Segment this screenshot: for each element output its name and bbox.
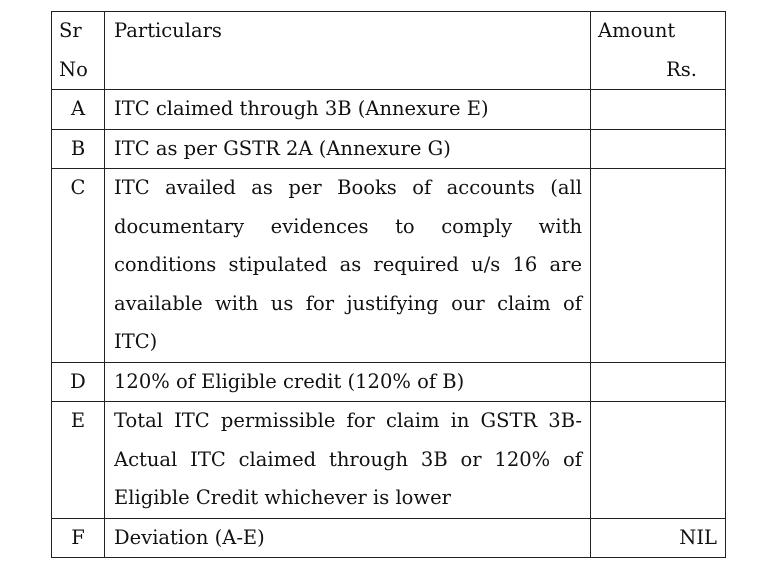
table-row [52,169,726,363]
header-amount [591,12,726,90]
row-sr: D [52,362,105,402]
row-sr: F [52,518,105,558]
table-row [52,90,726,130]
row-sr: A [52,90,105,130]
row-particulars: ITC claimed through 3B (Annexure E) [105,90,591,130]
row-sr: C [52,169,105,363]
row-amount [591,169,726,363]
row-sr: E [52,402,105,519]
row-particulars: 120% of Eligible credit (120% of B) [105,362,591,402]
header-amount-label: Amount [598,19,676,42]
table-row [52,129,726,169]
row-amount [591,129,726,169]
header-no-label: No [59,57,88,81]
row-amount [591,362,726,402]
row-amount [591,90,726,130]
table-row [52,362,726,402]
row-amount: NIL [591,518,726,558]
row-particulars: ITC as per GSTR 2A (Annexure G) [105,129,591,169]
row-particulars: Total ITC permissible for claim in GSTR 3B- Actual ITC claimed through 3B or 120% of Eligible Credit whichever is lower [105,402,591,519]
row-particulars: Deviation (A-E) [105,518,591,558]
header-particulars: Particulars [105,12,591,90]
row-sr: B [52,129,105,169]
table-header-row [52,12,726,90]
header-sr-label: Sr [59,19,82,42]
row-amount [591,402,726,519]
header-sr-no [52,12,105,90]
table-row [52,518,726,558]
table-row [52,402,726,519]
itc-reconciliation-table [51,11,726,558]
row-particulars: ITC availed as per Books of accounts (all documentary evidences to comply with conditions stipulated as required u/s 16 are available with us for justifying our claim of ITC) [105,169,591,363]
header-currency-label: Rs. [666,57,697,81]
